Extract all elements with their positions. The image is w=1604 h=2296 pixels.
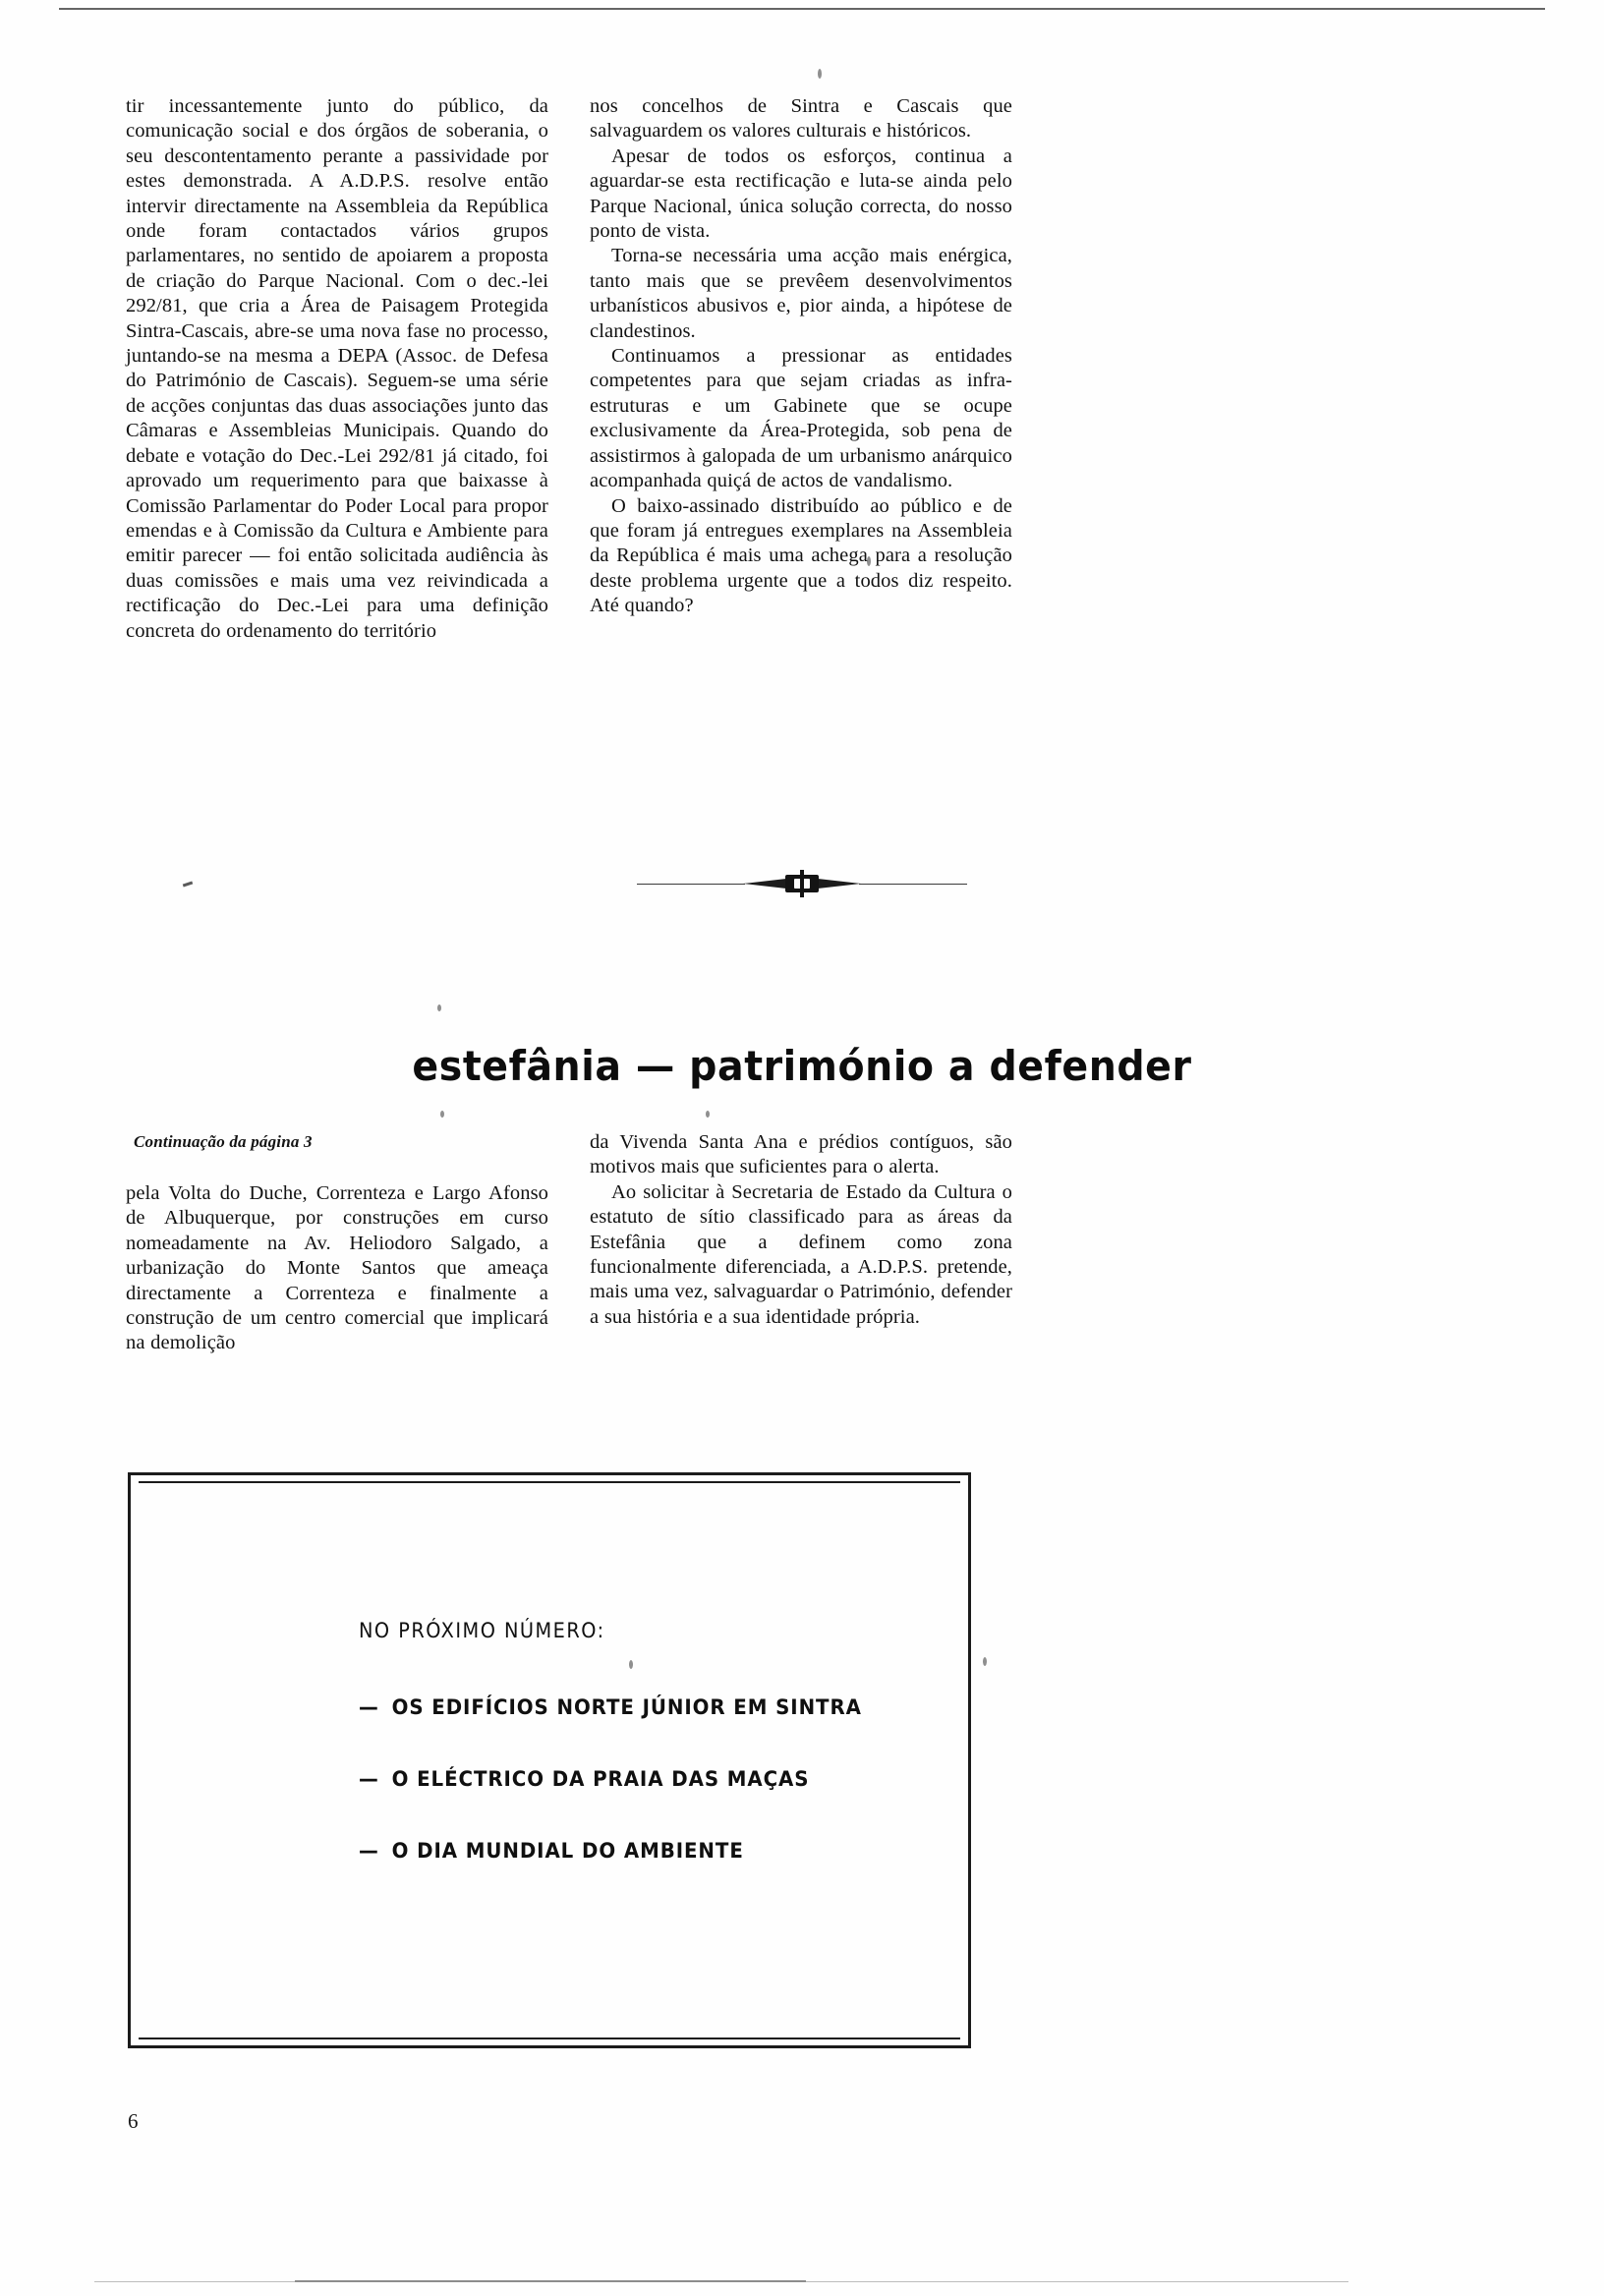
article-headline: estefânia — património a defender <box>412 1042 1192 1091</box>
scan-speck <box>440 1111 444 1118</box>
divider-rule-left <box>637 884 745 885</box>
paragraph: O baixo-assinado distribuído ao público e de que foram já entregues exemplares na Assembleia da República é mais uma achega para a resolução deste problema urgente que a todos diz respeito. Até quando? <box>590 494 1012 617</box>
paragraph: Torna-se necessária uma acção mais enérgica, tanto mais que se prevêem desenvolvimentos urbanísticos abusivos e, pior ainda, a hipótese de clandestinos. <box>590 245 1012 342</box>
continuation-article <box>126 1130 1109 1356</box>
paragraph: Continuamos a pressionar as entidades competentes para que sejam criadas as infra-estruturas e um Gabinete que se ocupe exclusivamente da Área-Protegida, sob pena de assistirmos à galopada de um urbanismo anárquico acompanhada quiçá de actos de vandalismo. <box>590 345 1012 492</box>
continuation-right-column <box>590 1130 1012 1356</box>
scan-speck <box>983 1657 987 1666</box>
scan-speck <box>818 69 822 79</box>
divider-center-ornament <box>785 875 819 892</box>
divider-taper-right <box>818 879 861 889</box>
section-divider-ornament <box>0 865 1604 904</box>
divider-taper-left <box>743 879 786 889</box>
paragraph: tir incessantemente junto do público, da comunicação social e dos órgãos de soberania, o seu descontentamento perante a passividade por estes demonstrada. A A.D.P.S. resolve então intervir directamente na Assembleia da República onde foram contactados vários grupos parlamentares, no sentido de apoiarem a proposta de criação do Parque Nacional. Com o dec.-lei 292/81, que cria a Área de Paisagem Protegida Sintra-Cascais, abre-se uma nova fase no processo, juntando-se na mesma a DEPA (Assoc. de Defesa do Património de Cascais). Seguem-se uma série de acções conjuntas das duas associações junto das Câmaras e Assembleias Municipais. Quando do debate e votação do Dec.-Lei 292/81 já citado, foi aprovado um requerimento para que baixasse à Comissão Parlamentar do Poder Local para propor emendas e à Comissão da Cultura e Ambiente para emitir parecer — foi então solicitada audiência às duas comissões e mais uma vez reivindicada a rectificação do Dec.-Lei para uma definição concreta do ordenamento do território <box>126 95 548 642</box>
next-issue-item <box>359 1767 862 1792</box>
em-dash-bullet: — <box>359 1767 379 1792</box>
next-issue-item-label: O ELÉCTRICO DA PRAIA DAS MAÇAS <box>391 1767 810 1792</box>
continuation-label: Continuação da página 3 <box>134 1132 313 1151</box>
paragraph: pela Volta do Duche, Correnteza e Largo Afonso de Albuquerque, por construções em curso nomeadamente na Av. Heliodoro Salgado, a urbanização do Monte Santos que ameaça directamente a Correnteza e finalmente a construção de um centro comercial que implicará na demolição <box>126 1182 548 1354</box>
paragraph: Apesar de todos os esforços, continua a aguardar-se esta rectificação e luta-se ainda pelo Parque Nacional, única solução correcta, do nosso ponto de vista. <box>590 144 1012 243</box>
scan-edge-bottom-rule-dark <box>295 2280 806 2282</box>
next-issue-title: NO PRÓXIMO NÚMERO: <box>359 1619 605 1642</box>
scan-speck <box>706 1111 710 1118</box>
divider-rule-right <box>859 884 967 885</box>
scan-speck <box>437 1004 441 1011</box>
next-issue-item <box>359 1695 862 1720</box>
scan-edge-top-rule <box>59 8 1545 10</box>
top-article-right-column <box>590 94 1012 644</box>
next-issue-item-label: OS EDIFÍCIOS NORTE JÚNIOR EM SINTRA <box>391 1695 862 1720</box>
next-issue-content <box>359 1619 905 1911</box>
next-issue-item <box>359 1839 862 1864</box>
em-dash-bullet: — <box>359 1839 379 1864</box>
top-article <box>126 94 1109 644</box>
paragraph: Ao solicitar à Secretaria de Estado da Cultura o estatuto de sítio classificado para as áreas da Estefânia que a definem como zona funcionalmente diferenciada, a A.D.P.S. pretende, mais uma vez, salvaguardar o Património, defender a sua história e a sua identidade própria. <box>590 1180 1012 1328</box>
next-issue-box <box>128 1472 971 2048</box>
continuation-left-column <box>126 1130 548 1356</box>
paragraph: nos concelhos de Sintra e Cascais que salvaguardem os valores culturais e históricos. <box>590 95 1012 143</box>
em-dash-bullet: — <box>359 1695 379 1720</box>
paragraph: da Vivenda Santa Ana e prédios contíguos, são motivos mais que suficientes para o alerta. <box>590 1131 1012 1178</box>
page-number: 6 <box>128 2109 139 2133</box>
top-article-left-column <box>126 94 548 644</box>
next-issue-item-label: O DIA MUNDIAL DO AMBIENTE <box>391 1839 744 1864</box>
